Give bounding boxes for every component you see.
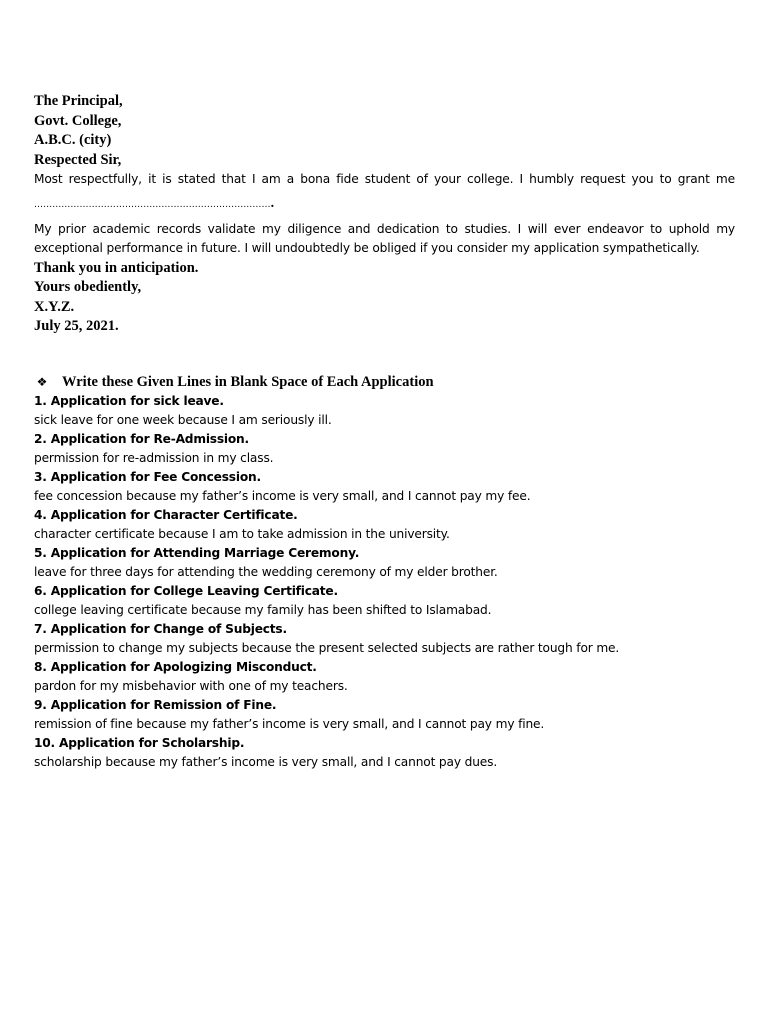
application-title: 3. Application for Fee Concession. — [34, 470, 261, 484]
document-page — [34, 92, 735, 772]
closing-line: Yours obediently, — [34, 279, 142, 295]
list-item — [34, 506, 735, 544]
salutation: Respected Sir, — [34, 151, 122, 168]
application-title: 2. Application for Re-Admission. — [34, 432, 249, 446]
applications-list — [34, 392, 735, 772]
application-text: permission to change my subjects because the present selected subjects are rather tough for me. — [34, 641, 620, 655]
instructions-heading-row — [34, 373, 735, 393]
list-item — [34, 734, 735, 772]
address-line-3: A.B.C. (city) — [34, 132, 112, 148]
blank-dots: …………………………………………………………………… — [34, 199, 271, 210]
application-title: 7. Application for Change of Subjects. — [34, 622, 287, 636]
application-text: permission for re-admission in my class. — [34, 451, 274, 465]
application-title: 4. Application for Character Certificate. — [34, 508, 298, 522]
letter-date: July 25, 2021. — [34, 318, 119, 334]
application-text: leave for three days for attending the wedding ceremony of my elder brother. — [34, 565, 498, 579]
list-item — [34, 468, 735, 506]
application-text: college leaving certificate because my family has been shifted to Islamabad. — [34, 603, 492, 617]
application-text: remission of fine because my father’s income is very small, and I cannot pay my fine. — [34, 717, 545, 731]
list-item — [34, 620, 735, 658]
recipient-address — [34, 92, 735, 151]
application-text: pardon for my misbehavior with one of my teachers. — [34, 679, 348, 693]
application-title: 8. Application for Apologizing Misconduct. — [34, 660, 317, 674]
application-title: 1. Application for sick leave. — [34, 394, 224, 408]
list-item — [34, 392, 735, 430]
application-title: 9. Application for Remission of Fine. — [34, 698, 277, 712]
list-item — [34, 658, 735, 696]
list-item — [34, 430, 735, 468]
application-text: scholarship because my father’s income is very small, and I cannot pay dues. — [34, 755, 498, 769]
body-paragraph: My prior academic records validate my diligence and dedication to studies. I will ever endeavor to uphold my exceptional performance in future. I will undoubtedly be obliged if you consider my application sympathetically. — [34, 221, 735, 255]
thanks-line: Thank you in anticipation. — [34, 259, 199, 276]
intro-paragraph: Most respectfully, it is stated that I am a bona fide student of your college. I humbly request you to grant me — [34, 172, 735, 186]
application-title: 10. Application for Scholarship. — [34, 736, 245, 750]
application-text: fee concession because my father’s income is very small, and I cannot pay my fee. — [34, 489, 531, 503]
list-item — [34, 582, 735, 620]
address-line-1: The Principal, — [34, 93, 123, 109]
blank-end-dot: . — [270, 195, 275, 211]
diamond-bullet-icon: ❖ — [36, 374, 48, 389]
signature: X.Y.Z. — [34, 298, 75, 315]
application-title: 5. Application for Attending Marriage Ceremony. — [34, 546, 360, 560]
list-item — [34, 696, 735, 734]
instructions-heading: Write these Given Lines in Blank Space of Each Application — [62, 373, 434, 390]
application-text: sick leave for one week because I am seriously ill. — [34, 413, 332, 427]
blank-space — [34, 196, 735, 212]
address-line-2: Govt. College, — [34, 112, 122, 129]
list-item — [34, 544, 735, 582]
application-text: character certificate because I am to take admission in the university. — [34, 527, 450, 541]
application-title: 6. Application for College Leaving Certificate. — [34, 584, 338, 598]
